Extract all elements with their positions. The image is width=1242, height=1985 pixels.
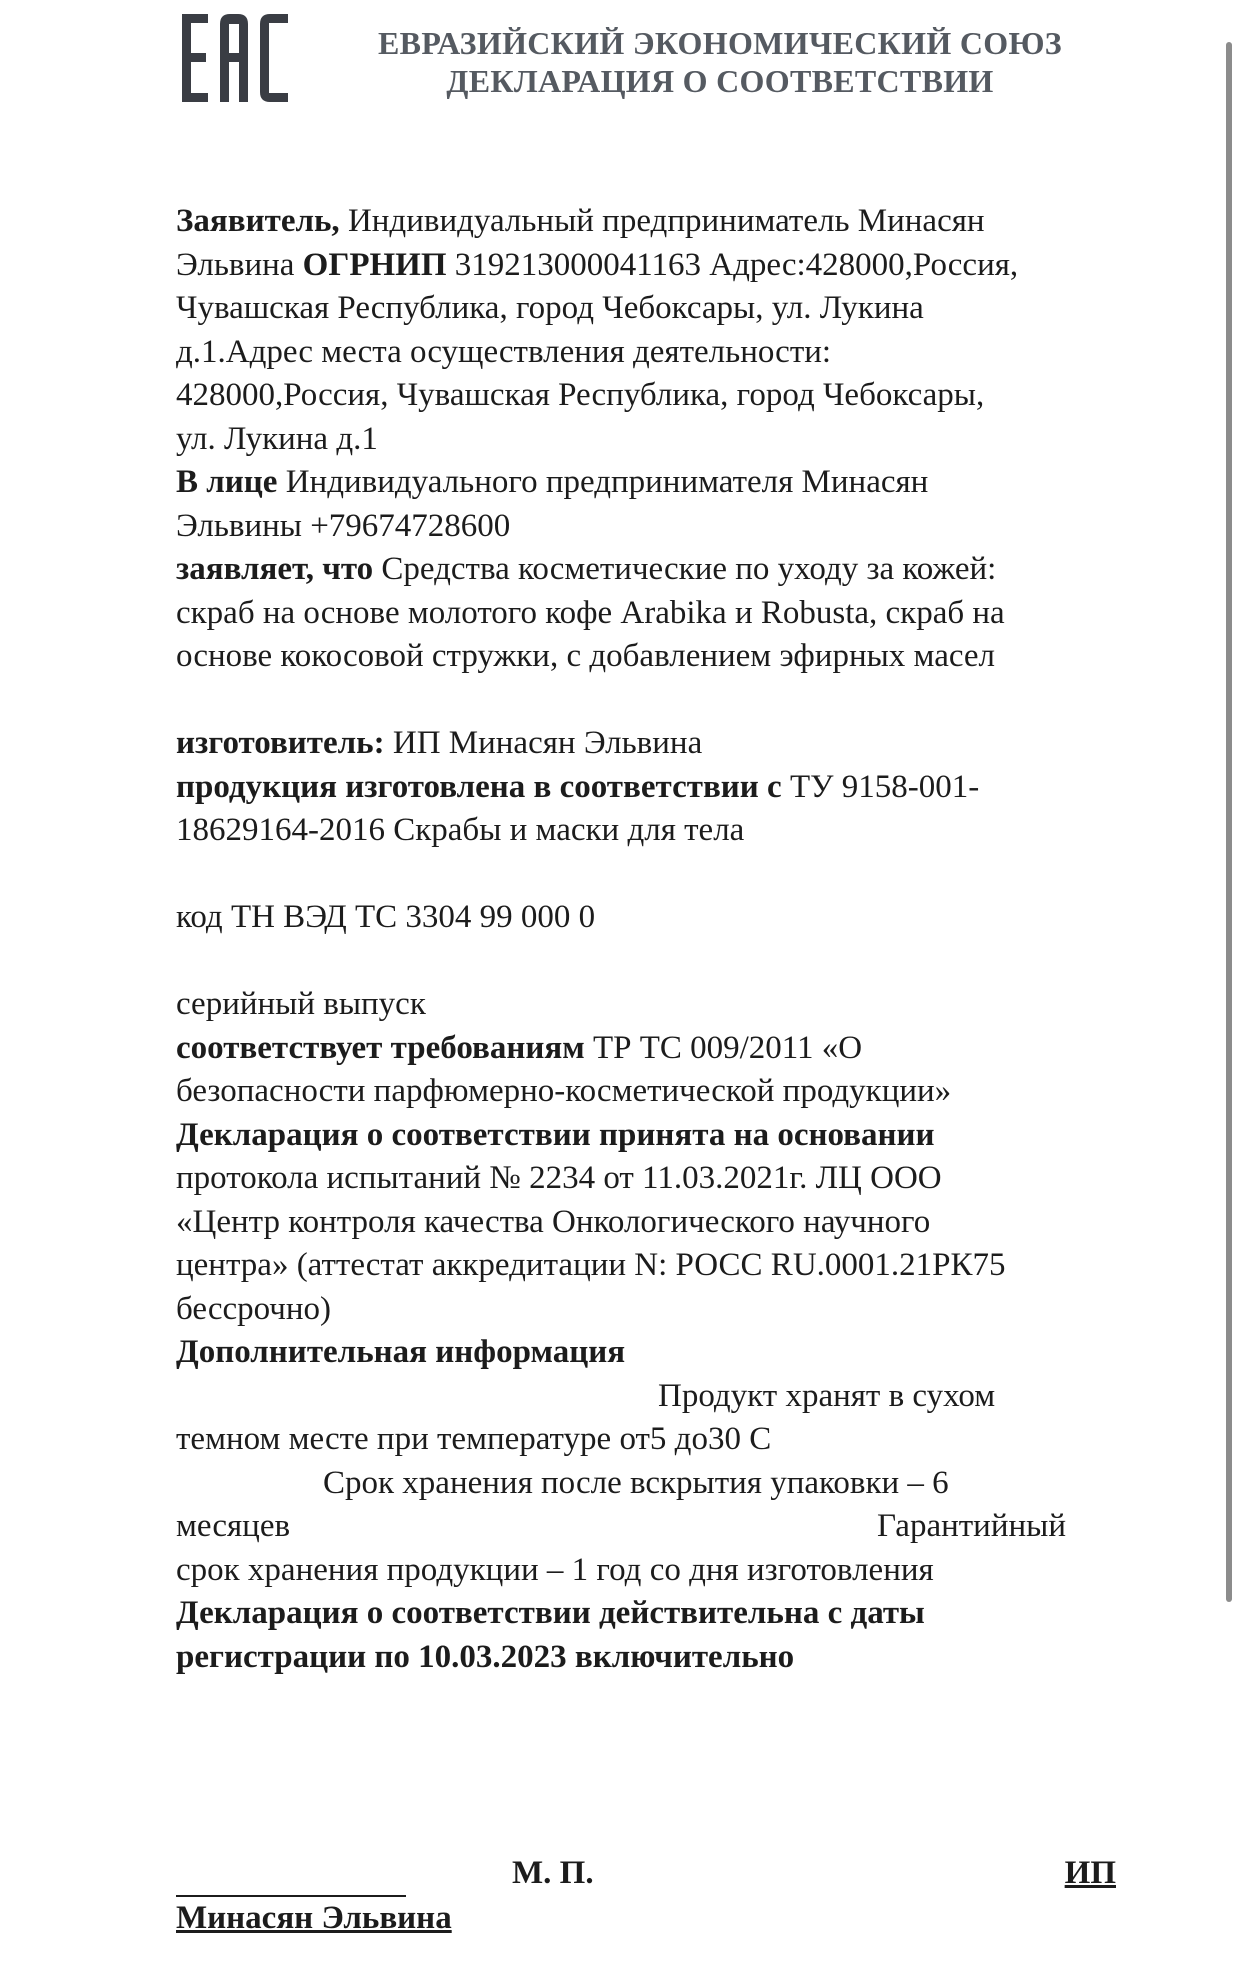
- signer-title: ИП: [1064, 1855, 1116, 1891]
- additional-line-1: Продукт хранят в сухом: [658, 1377, 996, 1414]
- stamp-place: М. П.: [512, 1855, 594, 1891]
- document-header: [180, 12, 1080, 112]
- produced-line-2: 18629164-2016 Скрабы и маски для тела: [176, 812, 745, 848]
- basis-label: Декларация о соответствии принята на основании: [176, 1116, 935, 1153]
- eac-logo: [180, 12, 290, 104]
- manufacturer-line: изготовитель: ИП Минасян Эльвина: [176, 725, 703, 761]
- applicant-line-6: ул. Лукина д.1: [176, 420, 378, 457]
- declares-line-1: заявляет, что Средства косметические по уходу за кожей:: [176, 551, 997, 587]
- header-titles: [370, 24, 1070, 100]
- additional-line-2: темном месте при температуре от5 до30 С: [176, 1421, 772, 1457]
- additional-label: Дополнительная информация: [176, 1334, 626, 1370]
- basis-line-2: «Центр контроля качества Онкологического научного: [176, 1203, 931, 1240]
- applicant-label: Заявитель,: [176, 203, 340, 239]
- ogrnip-label: ОГРНИП: [302, 246, 447, 283]
- applicant-line-1: Заявитель, Индивидуальный предприниматель Минасян: [176, 203, 985, 239]
- applicant-line-5: 428000,Россия, Чувашская Республика, город Чебоксары,: [176, 377, 985, 413]
- declares-line-3: основе кокосовой стружки, с добавлением эфирных масел: [176, 638, 996, 674]
- signer-name: Минасян Эльвина: [176, 1900, 452, 1936]
- produced-label: продукция изготовлена в соответствии с: [176, 768, 782, 805]
- additional-line-3: Срок хранения после вскрытия упаковки – 6: [323, 1464, 949, 1501]
- signature-line: [176, 1895, 406, 1897]
- declares-line-2: скраб на основе молотого кофе Arabika и Robusta, скраб на: [176, 594, 1005, 631]
- conforms-line-1: соответствует требованиям ТР ТС 009/2011 «О: [176, 1029, 863, 1066]
- represented-line-2: Эльвины +79674728600: [176, 507, 511, 544]
- declares-label: заявляет, что: [176, 551, 374, 587]
- tn-ved-code: код ТН ВЭД ТС 3304 99 000 0: [176, 899, 596, 935]
- additional-line-4: месяцев Гарантийный: [176, 1508, 1066, 1544]
- validity-line-1: Декларация о соответствии действительна с даты: [176, 1595, 925, 1631]
- produced-line-1: продукция изготовлена в соответствии с ТУ 9158-001-: [176, 768, 980, 805]
- manufacturer-label: изготовитель:: [176, 725, 385, 761]
- represented-line-1: В лице Индивидуального предпринимателя Минасян: [176, 464, 929, 500]
- conforms-label: соответствует требованиям: [176, 1029, 585, 1066]
- validity-line-2: регистрации по 10.03.2023 включительно: [176, 1638, 795, 1675]
- spacer: [176, 940, 1166, 984]
- represented-label: В лице: [176, 464, 278, 500]
- spacer: [176, 853, 1166, 897]
- applicant-line-4: д.1.Адрес места осуществления деятельности:: [176, 333, 832, 370]
- serial-release: серийный выпуск: [176, 986, 426, 1022]
- additional-line-5: срок хранения продукции – 1 год со дня изготовления: [176, 1551, 934, 1588]
- conforms-line-2: безопасности парфюмерно-косметической продукции»: [176, 1073, 952, 1109]
- applicant-line-2: Эльвина ОГРНИП 319213000041163 Адрес:428000,Россия,: [176, 246, 1019, 283]
- basis-line-4: бессрочно): [176, 1290, 332, 1327]
- basis-line-1: протокола испытаний № 2234 от 11.03.2021г. ЛЦ ООО: [176, 1160, 942, 1196]
- vertical-scrollbar[interactable]: [1226, 42, 1232, 1602]
- union-title: ЕВРАЗИЙСКИЙ ЭКОНОМИЧЕСКИЙ СОЮЗ: [378, 25, 1062, 61]
- spacer: [176, 679, 1166, 723]
- applicant-line-3: Чувашская Республика, город Чебоксары, ул. Лукина: [176, 290, 924, 326]
- declaration-title: ДЕКЛАРАЦИЯ О СООТВЕТСТВИИ: [446, 63, 994, 99]
- signature-row: [176, 1855, 1116, 1905]
- basis-line-3: центра» (аттестат аккредитации N: РОСС RU.0001.21РК75: [176, 1247, 1006, 1283]
- declaration-body: [176, 200, 1166, 1679]
